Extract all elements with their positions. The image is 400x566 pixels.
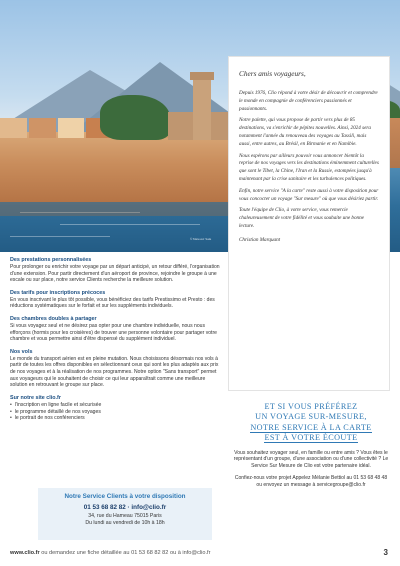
customer-service-address: 34, rue du Hameau 75015 Paris	[88, 513, 162, 519]
list-item: • l'inscription en ligne facile et sécurisée	[10, 402, 224, 409]
section-body: En vous inscrivant le plus tôt possible, vous bénéficiez des tarifs Prestissimo et Presto : des réductions systématiques sur le forfait et sur les suppléments individuels.	[10, 296, 215, 310]
page-number: 3	[383, 548, 388, 557]
letter-paragraph: Notre palette, qui vous propose de partir vers plus de 85 destinations, va s'enrichir de pépites nouvelles. Ainsi, 2024 sera notamment l'année du renouveau des voyages au Tassili, mais aussi, entre autres, au Brésil, en Birmanie et en Namibie.	[239, 117, 371, 147]
customer-service-hours: Du lundi au vendredi de 10h à 18h	[85, 519, 165, 526]
section-title: Des chambres doubles à partager	[10, 315, 97, 322]
services-column	[10, 257, 224, 422]
custom-trip-box	[232, 402, 390, 489]
reflection	[0, 202, 230, 216]
title-line	[232, 433, 390, 443]
customer-service-contact[interactable]: 01 53 68 82 82 · info@clio.fr	[83, 504, 167, 511]
editorial-letter	[228, 56, 390, 391]
section-title: Nos vols	[10, 348, 33, 355]
letter-paragraph: Nous espérons par ailleurs pouvoir vous annoncer bientôt la reprise de nos voyages vers les destinations éminemment culturelles que sont le Tibet, la Chine, l'Iran et la Russie, estompées jusqu'à maintenant par la crise sanitaire et les turbulences politiques.	[239, 152, 379, 182]
ripple	[60, 224, 200, 225]
customer-service-title: Notre Service Clients à votre disposition	[64, 493, 186, 500]
custom-trip-description: Vous souhaitez voyager seul, en famille ou entre amis ? Vous êtes le représentant d'un groupe, d'une association ou d'une collectivité ? Le Service Sur Mesure de Clio est votre partenaire idéal.	[233, 449, 389, 469]
site-title: Sur notre site clio.fr	[10, 394, 61, 401]
page-footer	[10, 550, 390, 562]
custom-trip-contact[interactable]: Confiez-nous votre projet Appelez Mélanie Bettiol au 01 53 68 48 48 ou envoyez un message à servicegroupe@clio.fr	[234, 475, 388, 488]
ripple	[10, 236, 110, 237]
section-body: Si vous voyagez seul et ne désirez pas opter pour une chambre individuelle, nous nous efforçons (hormis pour les croisières) de trouver une personne volontaire pour partager votre chambre et vous permettre ainsi d'être dispensé du supplément individuel.	[10, 322, 217, 343]
castle-tower	[193, 78, 211, 140]
town	[0, 132, 230, 202]
list-item: • le portrait de nos conférenciers	[10, 415, 224, 422]
title-line-text: EST À VOTRE ÉCOUTE	[264, 433, 358, 443]
photo-credit: © Mateusz Sala	[190, 237, 212, 241]
list-item: • le programme détaillé de nos voyages	[10, 409, 224, 416]
custom-trip-title	[232, 402, 390, 444]
letter-signature: Christian Marquant	[239, 236, 281, 243]
title-line: UN VOYAGE SUR-MESURE,	[255, 412, 367, 422]
letter-paragraph: Enfin, notre service "A la carte" reste aussi à votre disposition pour vous concocter un voyage "Sur mesure" où que vous désiriez partir.	[239, 187, 379, 202]
site-features-list	[10, 402, 224, 422]
customer-service-box	[38, 488, 212, 540]
footer-text: ou demandez une fiche détaillée au 01 53 68 82 82 ou à info@clio.fr	[41, 550, 211, 556]
title-line-text: NOTRE SERVICE À LA CARTE	[250, 422, 372, 432]
section-title: Des prestations personnalisées	[10, 257, 92, 263]
section-body: Pour prolonger ou enrichir votre voyage par un départ anticipé, un retour différé, l'organisation d'une extension. Pour partir directement d'un aéroport de province, rejoindre le groupe à une escale ou sur place, notre service Clients recherche la meilleure solution.	[10, 264, 220, 284]
letter-paragraph: Depuis 1976, Clio répond à votre désir de découvrir et comprendre le monde en compagnie de conférenciers passionnés et passionnants.	[239, 90, 378, 112]
title-line: ET SI VOUS PRÉFÉREZ	[264, 402, 358, 411]
title-line	[232, 423, 390, 433]
section-title: Des tarifs pour inscriptions précoces	[10, 289, 106, 296]
section-body: Le monde du transport aérien est en pleine mutation. Nous choisissons désormais nos vols à partir de toutes les offres disponibles en sélectionnant ceux qui sont les plus adaptés aux prix de nos voyages et à la réalisation de nos programmes. Notre option "Sans transport" permet aux voyageurs qui le souhaitent de choisir ce qui leur apparaîtrait comme une meilleure solution en retrouvant le groupe sur place.	[10, 355, 219, 389]
letter-salutation: Chers amis voyageurs,	[239, 69, 306, 78]
trees	[100, 95, 170, 140]
footer-site-link[interactable]: www.clio.fr	[10, 550, 40, 556]
letter-paragraph: Toute l'équipe de Clio, à votre service, vous remercie chaleureusement de votre fidélité et vous souhaite une bonne lecture.	[239, 207, 364, 229]
